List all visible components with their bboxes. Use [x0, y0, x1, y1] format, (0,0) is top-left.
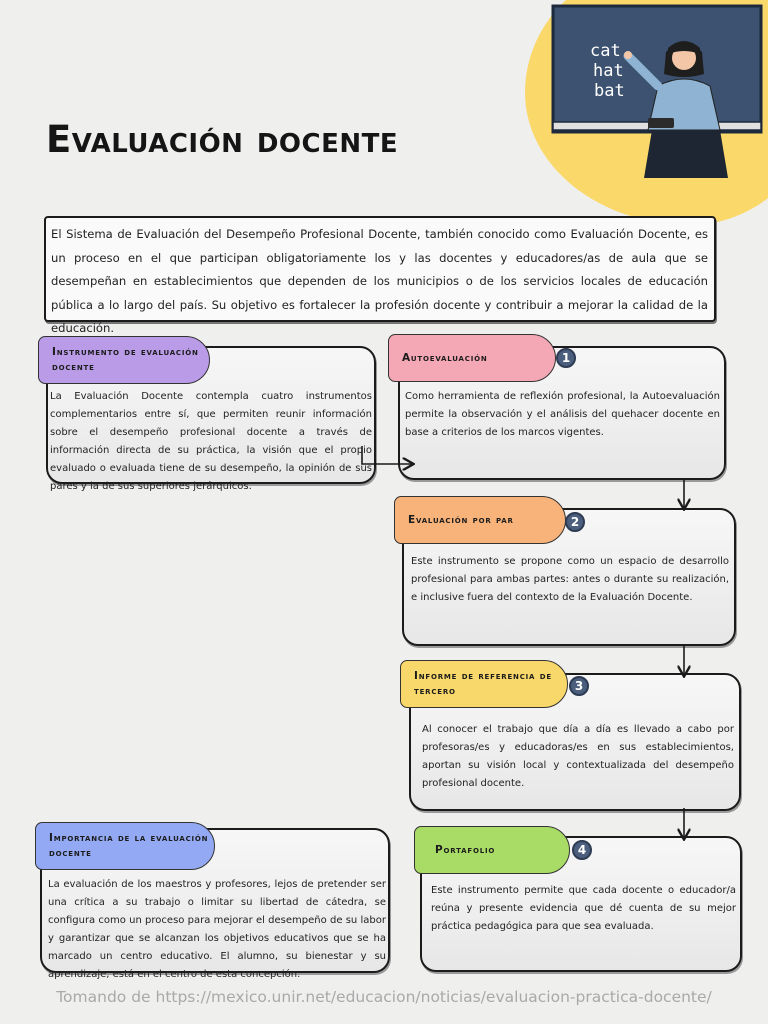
step-text-4: Este instrumento permite que cada docente o educador/a reúna y presente evidencia que dé cuenta de su mejor práctica pedagógica para que sea evaluada. — [431, 885, 736, 932]
step-number-4: 4 — [572, 840, 592, 860]
step-text-1: Como herramienta de reflexión profesional, la Autoevaluación permite la observación y el análisis del quehacer docente en base a criterios de los marcos vigentes. — [405, 391, 720, 438]
step-label-1: Autoevaluación — [402, 351, 488, 364]
step-tab-2 — [394, 496, 566, 544]
step-label-3: Informe de referencia de tercero — [414, 670, 552, 697]
page-title: Evaluación docente — [46, 118, 399, 161]
step-text-2: Este instrumento se propone como un espacio de desarrollo profesional para ambas partes: antes o durante su realización, e inclusive fuera del contexto de la Evaluación Docente. — [411, 556, 729, 603]
step-tab-3 — [400, 660, 568, 708]
step-label-4: Portafolio — [435, 843, 496, 856]
source-footer: Tomando de https://mexico.unir.net/educacion/noticias/evaluacion-practica-docente/ — [56, 988, 712, 1006]
step-tab-1 — [388, 334, 556, 382]
intro-box — [44, 216, 716, 336]
importance-text: La evaluación de los maestros y profesores, lejos de pretender ser una crítica a su trabajo o limitar su libertad de cátedra, se configura como un proceso para mejorar el desempeño de su labor y garantizar que se alcanzan los objetivos educativos que se ha marcado un centro educativo. El alumno, su bienestar y su aprendizaje, está en el centro de esta concepción. — [48, 879, 386, 980]
instrument-text: La Evaluación Docente contempla cuatro instrumentos complementarios entre sí, que permiten reunir información sobre el desempeño profesional docente a través de información directa de su práctica, la visión que el propio evaluado o evaluada tiene de su desempeño, la opinión de sus pares y la de sus superiores jerárquicos. — [50, 391, 372, 492]
intro-text: El Sistema de Evaluación del Desempeño Profesional Docente, también conocido como Evaluación Docente, es un proceso en el que participan obligatoriamente los y las docentes y educadores/as de aula que se desempeñan en establecimientos que dependen de los municipios o de los servicios locales de educación pública a lo largo del país. Su objetivo es fortalecer la profesión docente y contribuir a mejorar la calidad de la educación. — [51, 227, 708, 336]
board-word: bat — [594, 81, 625, 101]
board-word: hat — [593, 61, 624, 81]
instrument-tab — [38, 336, 210, 384]
importance-label: Importancia de la evaluación docente — [49, 832, 209, 859]
step-tab-4 — [414, 826, 570, 874]
instrument-label: Instrumento de evaluación docente — [52, 346, 199, 373]
step-number-2: 2 — [565, 512, 585, 532]
step-label-2: Evaluación por par — [408, 513, 514, 526]
importance-tab — [35, 822, 215, 870]
board-word: cat — [590, 41, 621, 61]
step-text-3: Al conocer el trabajo que día a día es llevado a cabo por profesoras/es y educadoras/es en sus establecimientos, aportan su visión local y contextualizada del desempeño profesional docente. — [422, 724, 734, 789]
teacher-illustration — [548, 0, 768, 190]
step-number-3: 3 — [569, 676, 589, 696]
step-number-1: 1 — [556, 348, 576, 368]
